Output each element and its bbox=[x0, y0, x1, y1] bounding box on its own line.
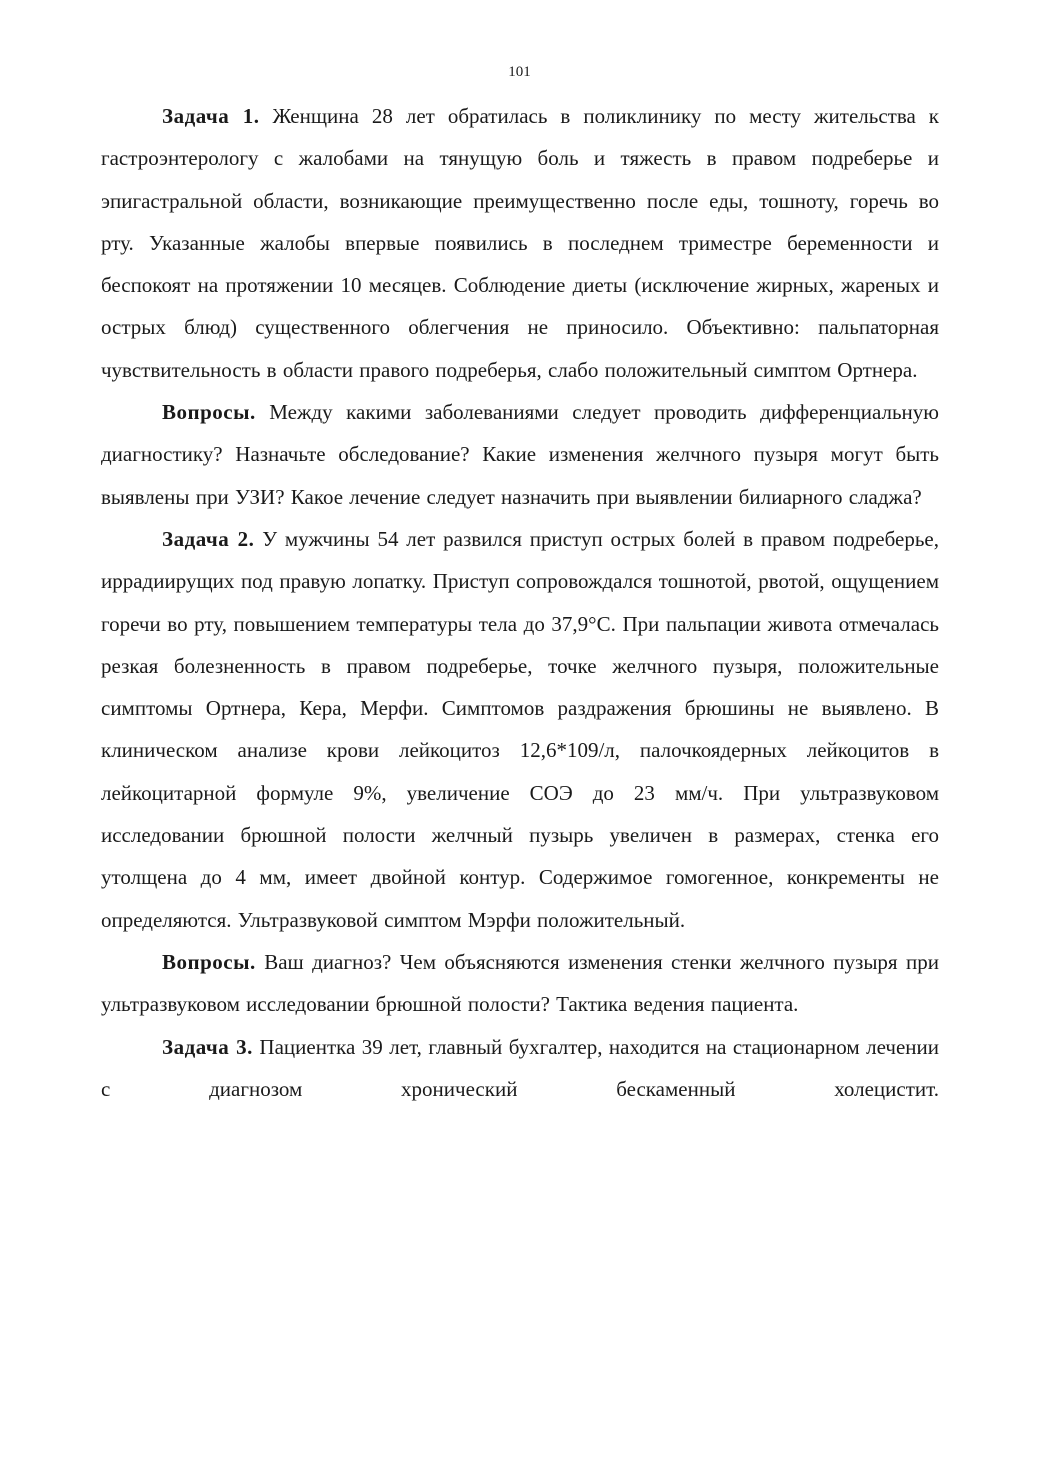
task-2-questions-text: Ваш диагноз? Чем объясняются изменения стенки желчного пузыря при ультразвуковом исследовании брюшной полости? Тактика ведения пациента. bbox=[101, 949, 939, 1017]
task-1-questions-text: Между какими заболеваниями следует проводить дифференциальную диагностику? Назначьте обследование? Какие изменения желчного пузыря могут быть выявлены при УЗИ? Какое лечение следует назначить при выявлении билиарного сладжа? bbox=[101, 400, 939, 509]
task-1-questions-heading: Вопросы. bbox=[162, 400, 256, 425]
task-2-questions-paragraph bbox=[101, 941, 939, 1026]
task-3-heading: Задача 3. bbox=[162, 1034, 253, 1059]
page-number: 101 bbox=[508, 64, 531, 80]
task-1-text: Женщина 28 лет обратилась в поликлинику по месту жительства к гастроэнтерологу с жалобами на тянущую боль и тяжесть в правом подреберье и эпигастральной области, возникающие преимущественно после еды, тошноту, горечь во рту. Указанные жалобы впервые появились в последнем триместре беременности и беспокоят на протяжении 10 месяцев. Соблюдение диеты (исключение жирных, жареных и острых блюд) существенного облегчения не приносило. Объективно: пальпаторная чувствительность в области правого подреберья, слабо положительный симптом Ортнера. bbox=[101, 104, 940, 382]
page-body bbox=[101, 95, 939, 1110]
task-2-text: У мужчины 54 лет развился приступ острых болей в правом подреберье, иррадиирущих под правую лопатку. Приступ сопровождался тошнотой, рвотой, ощущением горечи во рту, повышением температуры тела до 37,9°С. При пальпации живота отмечалась резкая болезненность в правом подреберье, точке желчного пузыря, положительные симптомы Ортнера, Кера, Мерфи. Симптомов раздражения брюшины не выявлено. В клиническом анализе крови лейкоцитоз 12,6*109/л, палочкоядерных лейкоцитов в лейкоцитарной формуле 9%, увеличение СОЭ до 23 мм/ч. При ультразвуковом исследовании брюшной полости желчный пузырь увеличен в размерах, стенка его утолщена до 4 мм, имеет двойной контур. Содержимое гомогенное, конкременты не определяются. Ультразвуковой симптом Мэрфи положительный. bbox=[101, 526, 939, 932]
task-3-text: Пациентка 39 лет, главный бухгалтер, находится на стационарном лечении с диагнозом хронический бескаменный холецистит. bbox=[101, 1034, 940, 1101]
task-1-questions-paragraph bbox=[101, 391, 939, 518]
task-1-heading: Задача 1. bbox=[162, 104, 260, 128]
task-2-heading: Задача 2. bbox=[162, 526, 255, 551]
task-1-paragraph bbox=[101, 95, 939, 391]
task-2-questions-heading: Вопросы. bbox=[162, 949, 256, 974]
task-3-paragraph bbox=[101, 1026, 939, 1111]
task-2-paragraph bbox=[101, 518, 939, 941]
